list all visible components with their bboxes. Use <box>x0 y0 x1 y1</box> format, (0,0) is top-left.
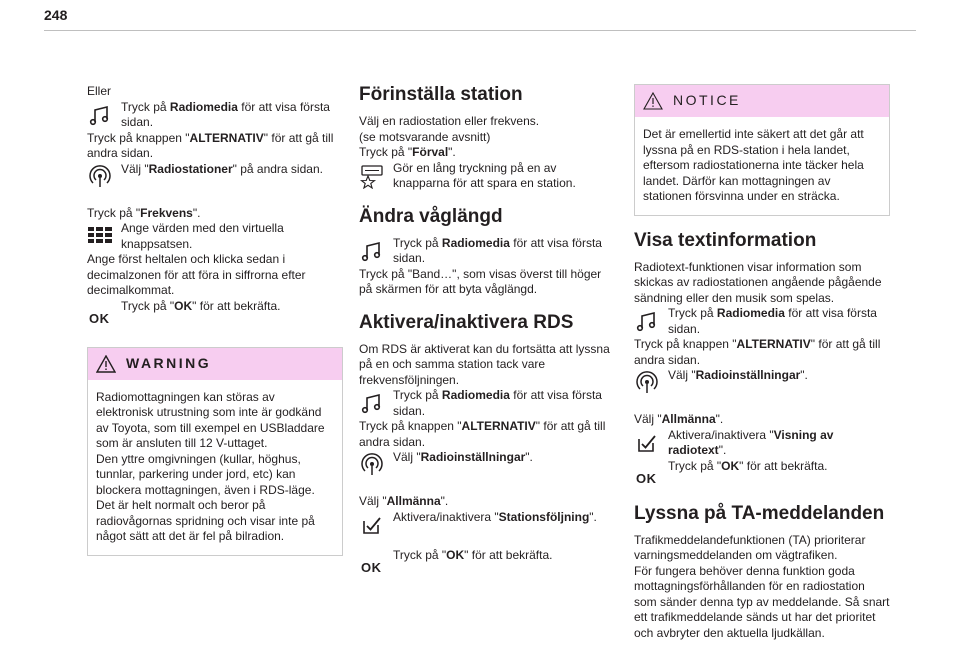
column-left <box>87 84 343 556</box>
step-radioinstallningar-2: Välj "Radioinställningar". <box>634 368 890 398</box>
warning-box <box>87 347 343 556</box>
p-select-station: Välj en radiostation eller frekvens. (se motsvarande avsnitt) <box>359 114 540 144</box>
step-keypad: Ange värden med den virtuella knappsatsen. <box>87 221 343 252</box>
eller-text: Eller <box>87 84 112 98</box>
p-radiotext: Radiotext-funktionen visar information som skickas av radiostationen angående pågående sändning eller den musik som spelas. <box>634 259 882 305</box>
keypad-icon <box>87 223 113 249</box>
notice-box <box>634 84 890 216</box>
column-right <box>634 84 890 641</box>
p-allmanna: Välj "Allmänna". <box>359 494 449 508</box>
p-allmanna-2: Välj "Allmänna". <box>634 412 724 426</box>
p-forval: Tryck på "Förval". <box>359 145 456 159</box>
radio-settings-icon <box>359 452 385 478</box>
radio-signal-icon <box>87 164 113 190</box>
alternativ-text: Tryck på knappen "ALTERNATIV" för att gå till andra sidan. <box>87 130 334 160</box>
heading-textinformation: Visa textinformation <box>634 229 817 251</box>
top-rule <box>44 30 916 31</box>
preset-star-icon <box>359 163 385 189</box>
step-long-press: Gör en lång tryckning på en av knapparna för att spara en station. <box>359 161 615 192</box>
p-alternativ-2: Tryck på knappen "ALTERNATIV" för att gå till andra sidan. <box>359 419 606 449</box>
step-ok-3: OK Tryck på "OK" för att bekräfta. <box>636 458 828 486</box>
step-ok: OK Tryck på "OK" för att bekräfta. <box>89 298 281 326</box>
notice-header <box>635 85 889 117</box>
ok-icon: OK <box>89 310 110 326</box>
heading-andra-vaglangd: Ändra våglängd <box>359 205 503 227</box>
heltal-text: Ange först heltalen och klicka sedan i decimalzonen för att föra in siffrorna efter decimalkommat. <box>87 252 306 297</box>
step-radiomedia-2: Tryck på Radiomedia för att visa första sidan. <box>359 236 615 267</box>
p-ta-info: Trafikmeddelandefunktionen (TA) prioriterar varningsmeddelanden om vägtrafiken. För fungera behöver denna funktion goda mottagningsförhållanden för en radiostation som sänder denna typ av meddelande. Så snart ett trafikmeddelande sänds ut har det prioritet och avbryter den aktuella ljudkällan. <box>634 532 890 640</box>
ok-icon: OK <box>636 470 657 486</box>
step-radiomedia-3: Tryck på Radiomedia för att visa första sidan. <box>359 388 615 419</box>
column-middle <box>359 84 615 578</box>
page-number: 248 <box>44 7 68 23</box>
step-stationsfoljning: Aktivera/inaktivera "Stationsföljning". <box>359 510 615 540</box>
step-radiomedia-4: Tryck på Radiomedia för att visa första sidan. <box>634 306 890 337</box>
warning-text: Radiomottagningen kan störas av elektronisk utrustning som inte är godkänd av Toyota, som till exempel en USBladdare som är ansluten till 12 V-uttaget. Den yttre omgivningen (kullar, höghus, tunnlar, parkering under jord, etc) kan blockera mottagningen, även i RDS-läge. Det är helt normalt och beror på radiovågornas spridning och visar inte på något sätt att det är fel på bilradion. <box>96 389 325 543</box>
frekvens-text: Tryck på "Frekvens". <box>87 205 201 220</box>
music-note-icon <box>359 390 385 416</box>
warning-header <box>88 348 342 380</box>
p-alternativ-3: Tryck på knappen "ALTERNATIV" för att gå till andra sidan. <box>634 337 881 367</box>
music-note-icon <box>359 238 385 264</box>
warning-title: WARNING <box>126 354 212 371</box>
notice-triangle-icon <box>643 92 663 110</box>
warning-triangle-icon <box>96 355 116 373</box>
heading-rds: Aktivera/inaktivera RDS <box>359 311 574 333</box>
step-radiomedia: Tryck på Radiomedia för att visa första sidan. <box>87 100 343 131</box>
ok-icon: OK <box>361 559 382 575</box>
notice-text: Det är emellertid inte säkert att det går att lyssna på en RDS-station i hela landet, eftersom radiostationerna inte täcker hela landet. Därför kan mottagningen av stationen försvinna under en sträcka. <box>643 127 864 203</box>
step-visning-radiotext: Aktivera/inaktivera "Visning av radiotext". <box>634 428 890 459</box>
p-band: Tryck på "Band…", som visas överst till höger på skärmen för att byta våglängd. <box>359 266 602 296</box>
step-ok-2: OK Tryck på "OK" för att bekräfta. <box>361 547 553 575</box>
p-rds-intro: Om RDS är aktiverat kan du fortsätta att lyssna på en och samma station tack vare frekvensföljningen. <box>359 341 610 387</box>
checkbox-icon <box>359 512 385 538</box>
heading-forinstalla: Förinställa station <box>359 84 523 105</box>
checkbox-icon <box>634 430 660 456</box>
notice-title: NOTICE <box>673 92 741 108</box>
radio-settings-icon <box>634 370 660 396</box>
heading-ta-meddelanden: Lyssna på TA-meddelanden <box>634 502 885 524</box>
step-radiostationer: Välj "Radiostationer" på andra sidan. <box>87 162 343 192</box>
step-radioinstallningar: Välj "Radioinställningar". <box>359 450 615 480</box>
music-note-icon <box>87 102 113 128</box>
music-note-icon <box>634 308 660 334</box>
